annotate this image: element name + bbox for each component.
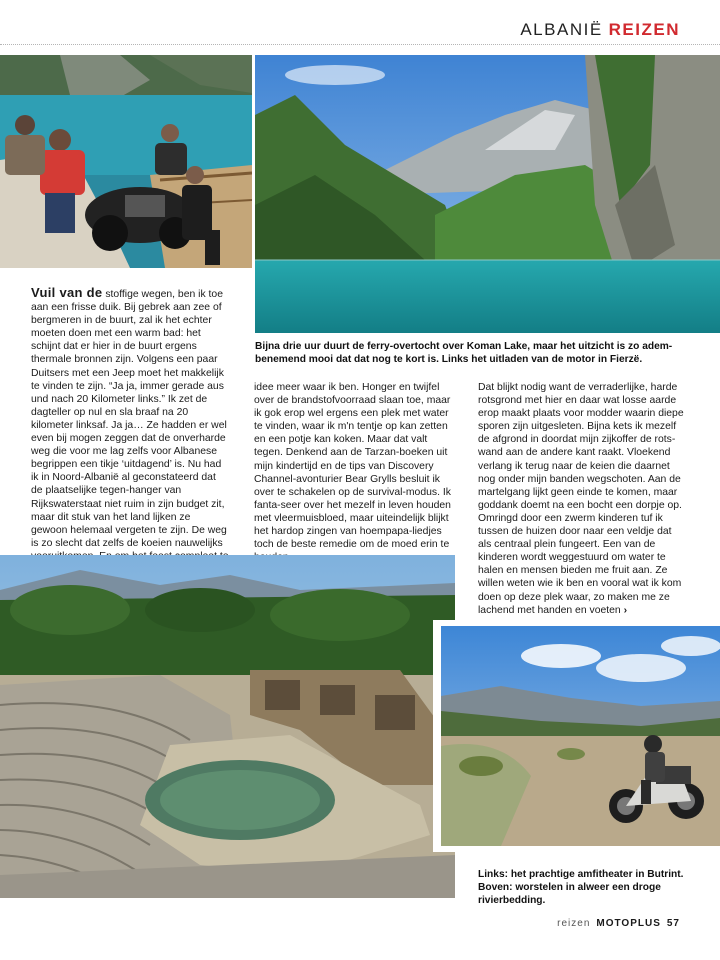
- section-heading: [520, 20, 680, 40]
- article-col1-text: stoffige wegen, ben ik toe aan een frisse duik. Bij gebrek aan zee of bergmeren in de buurt, zal ik het echter moeten doen met een warm bad: het schijnt dat er hier in de buurt ergens thermale bronnen zijn. Volgens een paar Duitsers met een Jeep moet het makkelijk te vinden te zijn. “Ja ja, immer gerade aus und nach 20 Kilometer links.” Ik zet de dagteller op nul en sla braaf na 20 kilometer linksaf. Ja ja… Ze hadden er wel even bij mogen zeggen dat de onverharde weg die voor me lag zelfs voor Albanese begrippen een tikje ‘uitdagend’ is. Nu had ik in Noord-Albanië al geconstateerd dat de plaatselijke tegen-hanger van Rijkswaterstaat niet ruim in zijn budget zit, maar dit stuk van het land lijken ze gewoon helemaal vergeten te zijn. De weg is zo slecht dat zelfs de koeien nauwelijks: [31, 289, 227, 549]
- photo-riverbed-rider: [433, 620, 720, 852]
- article-col3-text: Dat blijkt nodig want de verraderlijke, harde rotsgrond met hier en daar wat losse aarde erop maakt plaats voor modder waarin diepe sporen zijn uitgesleten. Bijna kets ik mezelf de afgrond in doordat mijn zijkoffer de rots-wand aan de andere kant raakt. Vloekend verlang ik terug naar de keien die daarnet nog onder mijn banden wegschoten. Aan de martelgang lijkt geen einde te komen, maar goddank doemt na een bocht een dorpje op. Omringd door een zwerm kinderen tuf ik tussen de huizen door naar een veldje dat als centraal plein fungeert. Een van de kinderen wordt weggestuurd om water te halen en mensen bieden me fruit aan. Ze willen weten wie ik ben en vooral wat ik kom doen op deze plek waar, zo maken me ze lachend met handen en voeten: [478, 382, 684, 616]
- footer-magazine: MOTOPLUS: [596, 918, 661, 929]
- caption-koman-lake: Bijna drie uur duurt de ferry-overtocht over Koman Lake, maar het uitzicht is zo adem-benemend mooi dat dat nog te kort is. Links het uitladen van de motor in Fierzë.: [255, 341, 673, 365]
- continue-arrow-icon: ›: [623, 604, 628, 616]
- article-lead: Vuil van de: [31, 285, 103, 300]
- country-label: ALBANIË: [520, 20, 603, 39]
- page-number: 57: [666, 918, 680, 929]
- header-dotted-rule: [0, 44, 720, 45]
- caption-amphitheater-riverbed: Links: het prachtige amfitheater in Butrint. Boven: worstelen in alweer een droge rivierbedding.: [478, 869, 684, 906]
- photo-koman-lake: [255, 55, 720, 333]
- article-paragraph-1: [31, 286, 229, 576]
- page-header: [0, 0, 720, 48]
- article-paragraph-3: [478, 381, 684, 617]
- photo-amphitheater: [0, 555, 455, 898]
- page-footer: [557, 918, 680, 929]
- article-column-2: [254, 381, 456, 564]
- article-col2-text: idee meer waar ik ben. Honger en twijfel over de brandstofvoorraad slaan toe, maar ik gok erop wel ergens een plek met water te vinden, waar ik m'n tentje op kan zetten en een potje kan koken. Maar dat valt tegen. Denkend aan de Tarzan-boeken uit mijn kindertijd en de tips van Discovery Channel-avonturier Bear Grylls besluit ik over te schakelen op de survival-modus. Ik fanta-seer over het mezelf in leven houden met vleermuisbloed, maar uiteindelijk blijkt het hardop zingen van hoempapa-liedjes toch de beste remedie om de moed erin te: [254, 382, 451, 551]
- article-column-3: [478, 381, 684, 617]
- footer-section: reizen: [557, 918, 591, 929]
- photo-ferry-unloading: [0, 55, 252, 268]
- article-column-1: [31, 286, 229, 576]
- rubric-label: REIZEN: [608, 20, 680, 39]
